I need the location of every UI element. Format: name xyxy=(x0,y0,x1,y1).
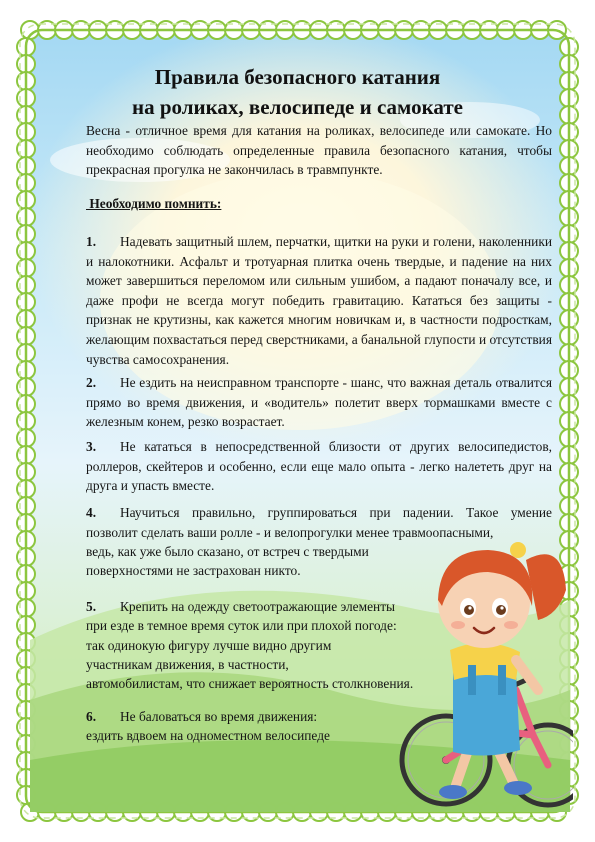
rule-text: Не баловаться во время движения: xyxy=(120,709,318,724)
rule-number: 3. xyxy=(86,439,97,454)
intro-paragraph: Весна - отличное время для катания на роликах, велосипеде или самокате. Но необходимо соблюдать определенные правила безопасного катания, чтобы прекрасная прогулка не закончилась в травмпункте. xyxy=(86,123,552,178)
rule-number: 6. xyxy=(86,709,97,724)
rule-text: Не кататься в непосредственной близости от других велосипедистов, роллеров, скейтеров и особенно, если еще мало опыта - легко налететь друг на друга и упасть вместе. xyxy=(86,439,552,494)
rule-text: Надевать защитный шлем, перчатки, щитки на руки и голени, наколенники и налокотники. Асфальт и тротуарная плитка очень твердые, и падение на них может завершиться переломом или сильным ушибом, а падают поначалу все, и даже профи не всегда могут победить гравитацию. Кататься без защиты - признак не крутизны, как кажется многим новичкам и, в частности подросткам, желающим похвастаться перед сверстниками, а банальной глупости и отсутствия чувства самосохранения. xyxy=(86,234,552,367)
rule-4-line-3: поверхностями не застрахован никто. xyxy=(86,563,301,578)
rule-number: 5. xyxy=(86,599,97,614)
rule-number: 1. xyxy=(86,234,97,249)
rule-number: 2. xyxy=(86,375,97,390)
rule-text: Научиться правильно, группироваться при падении. Такое умение позволит сделать ваши ролле - и велопрогулки менее травмоопасными, xyxy=(86,505,552,540)
rule-2 xyxy=(86,373,552,432)
rule-number: 4. xyxy=(86,505,97,520)
rule-4-line-2: ведь, как уже было сказано, от встреч с твердыми xyxy=(86,544,369,559)
rule-6-line-2: ездить вдвоем на одноместном велосипеде xyxy=(86,728,330,743)
rule-5-line-2: при езде в темное время суток или при плохой погоде: xyxy=(86,618,397,633)
rule-text: Не ездить на неисправном транспорте - шанс, что важная деталь отвалится прямо во время движения, и «водитель» полетит вверх тормашками вместе с железным конем, резко возрастает. xyxy=(86,375,552,430)
title-line-2: на роликах, велосипеде и самокате xyxy=(132,95,463,119)
rule-5-line-3: так одинокую фигуру лучше видно другим xyxy=(86,638,332,653)
rule-5 xyxy=(86,597,395,617)
rule-1 xyxy=(86,232,552,369)
girl-with-bicycle-illustration xyxy=(398,520,573,820)
rule-5-line-4: участникам движения, в частности, xyxy=(86,657,289,672)
page-title xyxy=(0,62,595,122)
rule-5-line-5: автомобилистам, что снижает вероятность столкновения. xyxy=(86,676,414,691)
remember-heading: Необходимо помнить: xyxy=(86,196,222,211)
rule-6 xyxy=(86,707,317,727)
title-line-1: Правила безопасного катания xyxy=(154,65,441,89)
rule-3 xyxy=(86,437,552,496)
rule-text: Крепить на одежду светоотражающие элементы xyxy=(120,599,396,614)
